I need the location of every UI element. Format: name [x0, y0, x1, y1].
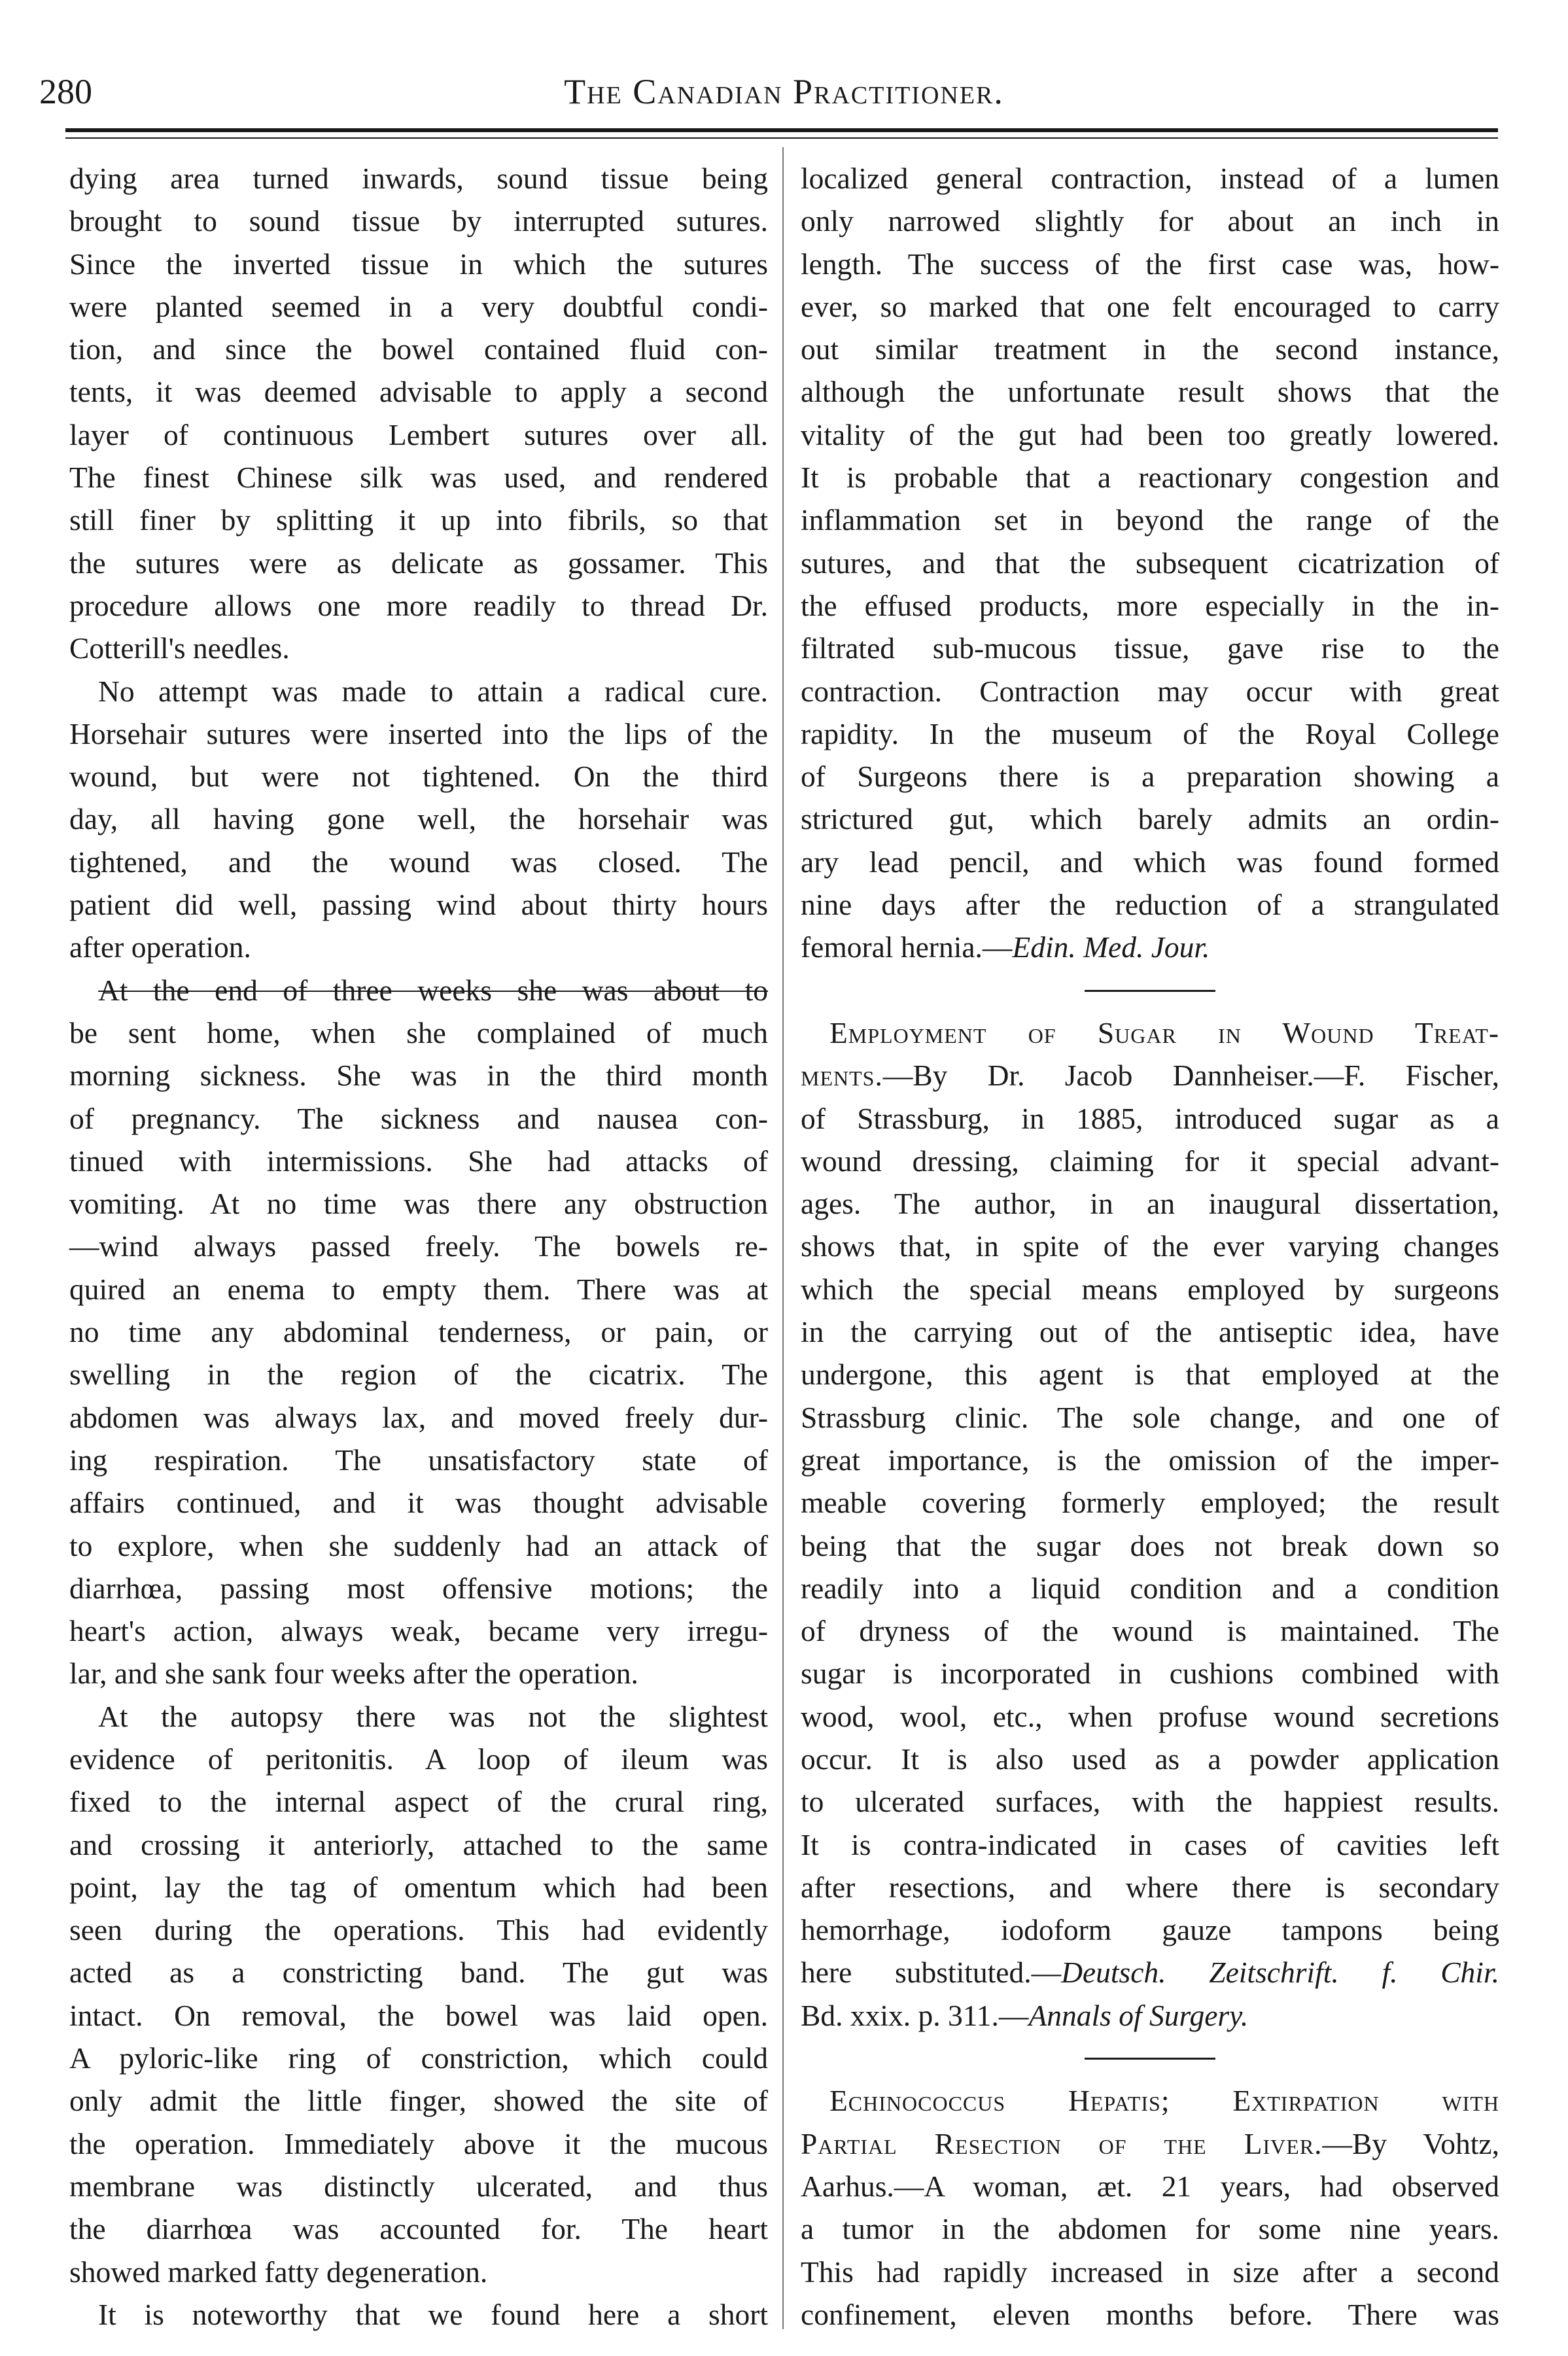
- text-line: swelling in the region of the cicatrix. The: [69, 1358, 768, 1392]
- text-line: the diarrhœa was accounted for. The heart: [69, 2212, 768, 2246]
- reference-text: here substituted.—: [801, 1956, 1062, 1990]
- text-line: quired an enema to empty them. There was at: [69, 1272, 768, 1306]
- text-line: ary lead pencil, and which was found formed: [801, 845, 1499, 879]
- text-line: morning sickness. She was in the third month: [69, 1059, 768, 1093]
- text-line: a tumor in the abdomen for some nine years.: [801, 2212, 1499, 2246]
- page-header: [0, 65, 1568, 118]
- column-divider: [782, 147, 784, 2329]
- text-line: This had rapidly increased in size after a second: [801, 2255, 1499, 2289]
- text-line: Horsehair sutures were inserted into the lips of the: [69, 716, 768, 750]
- text-line: It is contra-indicated in cases of cavities left: [801, 1827, 1499, 1861]
- text-line: the sutures were as delicate as gossamer. This: [69, 546, 768, 580]
- text-line: procedure allows one more readily to thread Dr.: [69, 588, 768, 622]
- text-line: and crossing it anteriorly, attached to the same: [69, 1827, 768, 1861]
- text-line: acted as a constricting band. The gut was: [69, 1956, 768, 1990]
- text-line: shows that, in spite of the ever varying changes: [801, 1229, 1499, 1263]
- text-line: patient did well, passing wind about thirty hours: [69, 888, 768, 922]
- heading-text: Partial Resection of the Liver.: [801, 2126, 1323, 2160]
- text-line: diarrhœa, passing most offensive motions; the: [69, 1571, 768, 1605]
- reference-text: femoral hernia.—: [801, 930, 1013, 964]
- text-line: in the carrying out of the antiseptic idea, have: [801, 1315, 1499, 1349]
- text-line: At the end of three weeks she was about to: [98, 973, 768, 1007]
- text-line: which the special means employed by surgeons: [801, 1272, 1499, 1306]
- article-heading: [801, 1011, 1499, 1054]
- text-line: [801, 1054, 1499, 1097]
- text-line: [801, 1994, 1499, 2037]
- text-line: —wind always passed freely. The bowels re-: [69, 1229, 768, 1263]
- text-line: heart's action, always weak, became very irregu-: [69, 1614, 768, 1648]
- text-line: tion, and since the bowel contained fluid con-: [69, 332, 768, 366]
- text-line: Since the inverted tissue in which the sutures: [69, 247, 768, 281]
- text-line: Cotterill's needles.: [69, 631, 290, 665]
- journal-title: The Canadian Practitioner.: [564, 72, 1004, 111]
- text-line: still finer by splitting it up into fibrils, so that: [69, 503, 768, 537]
- text-line: dying area turned inwards, sound tissue being: [69, 162, 768, 195]
- text-line: being that the sugar does not break down so: [801, 1528, 1499, 1562]
- text-line: filtrated sub-mucous tissue, gave rise to the: [801, 631, 1499, 665]
- text-line: to explore, when she suddenly had an attack of: [69, 1528, 768, 1562]
- article-separator: [801, 969, 1499, 1011]
- text-line: [801, 2122, 1499, 2165]
- text-line: be sent home, when she complained of much: [69, 1015, 768, 1049]
- text-line: vomiting. At no time was there any obstruction: [69, 1187, 768, 1221]
- text-line: hemorrhage, iodoform gauze tampons being: [801, 1913, 1499, 1947]
- text-line: of pregnancy. The sickness and nausea con-: [69, 1101, 768, 1135]
- text-line: readily into a liquid condition and a condition: [801, 1571, 1499, 1605]
- text-line: of Surgeons there is a preparation showing a: [801, 760, 1499, 794]
- left-column: [69, 157, 768, 2336]
- text-line: fixed to the internal aspect of the crural ring,: [69, 1785, 768, 1819]
- text-line: of dryness of the wound is maintained. The: [801, 1614, 1499, 1648]
- text-line: tinued with intermissions. She had attacks of: [69, 1144, 768, 1178]
- text-line: confinement, eleven months before. There was: [801, 2297, 1499, 2331]
- text-line: although the unfortunate result shows that the: [801, 375, 1499, 409]
- text-line: great importance, is the omission of the imper-: [801, 1443, 1499, 1477]
- text-line: out similar treatment in the second instance,: [801, 332, 1499, 366]
- text-line: rapidity. In the museum of the Royal College: [801, 716, 1499, 750]
- reference-citation: Deutsch. Zeitschrift. f. Chir.: [1061, 1956, 1499, 1990]
- article-separator: [801, 2037, 1499, 2079]
- text-line: sugar is incorporated in cushions combined with: [801, 1657, 1499, 1691]
- text-line: intact. On removal, the bowel was laid open.: [69, 1998, 768, 2032]
- text-line: The finest Chinese silk was used, and rendered: [69, 461, 768, 495]
- text-line: inflammation set in beyond the range of the: [801, 503, 1499, 537]
- heading-text: Echinococcus Hepatis; Extirpation with: [829, 2084, 1499, 2118]
- reference-citation: Edin. Med. Jour.: [1012, 930, 1210, 964]
- text-line: were planted seemed in a very doubtful condi-: [69, 289, 768, 323]
- text-line: At the autopsy there was not the slightest: [98, 1699, 768, 1733]
- text-line: only narrowed slightly for about an inch in: [801, 204, 1499, 238]
- heading-text: Employment of Sugar in Wound Treat-: [829, 1015, 1499, 1049]
- reference-citation: Annals of Surgery.: [1028, 1998, 1249, 2032]
- heading-text: ments.: [801, 1059, 883, 1093]
- text-line: vitality of the gut had been too greatly lowered.: [801, 417, 1499, 451]
- text-line: day, all having gone well, the horsehair was: [69, 802, 768, 836]
- heading-author: —By Dr. Jacob Dannheiser.—F. Fischer,: [882, 1059, 1499, 1093]
- header-rule-thin: [65, 137, 1498, 139]
- text-line: to ulcerated surfaces, with the happiest results.: [801, 1785, 1499, 1819]
- right-column: [801, 157, 1499, 2336]
- text-line: wound, but were not tightened. On the third: [69, 760, 768, 794]
- text-line: tents, it was deemed advisable to apply a second: [69, 375, 768, 409]
- text-line: after operation.: [69, 930, 251, 964]
- text-line: meable covering formerly employed; the result: [801, 1486, 1499, 1520]
- text-line: nine days after the reduction of a strangulated: [801, 888, 1499, 922]
- article-heading: [801, 2079, 1499, 2122]
- text-line: undergone, this agent is that employed at the: [801, 1358, 1499, 1392]
- text-line: sutures, and that the subsequent cicatrization of: [801, 546, 1499, 580]
- text-line: no time any abdominal tenderness, or pain, or: [69, 1315, 768, 1349]
- text-line: evidence of peritonitis. A loop of ileum was: [69, 1742, 768, 1776]
- text-line: ing respiration. The unsatisfactory state of: [69, 1443, 768, 1477]
- text-line: [801, 1951, 1499, 1994]
- page-number: 280: [39, 72, 92, 111]
- text-line: ages. The author, in an inaugural dissertation,: [801, 1187, 1499, 1221]
- text-line: contraction. Contraction may occur with great: [801, 674, 1499, 708]
- text-line: A pyloric-like ring of constriction, which could: [69, 2041, 768, 2075]
- text-line: of Strassburg, in 1885, introduced sugar as a: [801, 1101, 1499, 1135]
- text-line: showed marked fatty degeneration.: [69, 2255, 488, 2289]
- text-line: It is noteworthy that we found here a short: [98, 2297, 768, 2331]
- reference-text: Bd. xxix. p. 311.—: [801, 1998, 1029, 2032]
- text-line: Strassburg clinic. The sole change, and one of: [801, 1400, 1499, 1434]
- text-line: occur. It is also used as a powder application: [801, 1742, 1499, 1776]
- text-line: after resections, and where there is secondary: [801, 1870, 1499, 1904]
- heading-author: —By Vohtz,: [1322, 2126, 1500, 2160]
- text-line: the effused products, more especially in the in-: [801, 588, 1499, 622]
- text-line: It is probable that a reactionary congestion and: [801, 461, 1499, 495]
- text-line: tightened, and the wound was closed. The: [69, 845, 768, 879]
- text-line: lar, and she sank four weeks after the operation.: [69, 1657, 638, 1691]
- text-line: membrane was distinctly ulcerated, and thus: [69, 2169, 768, 2203]
- text-line: abdomen was always lax, and moved freely dur-: [69, 1400, 768, 1434]
- text-line: length. The success of the first case was, how-: [801, 247, 1499, 281]
- text-line: only admit the little finger, showed the site of: [69, 2084, 768, 2118]
- text-line: point, lay the tag of omentum which had been: [69, 1870, 768, 1904]
- text-line: strictured gut, which barely admits an ordin-: [801, 802, 1499, 836]
- text-line: localized general contraction, instead of a lumen: [801, 162, 1499, 195]
- text-line: seen during the operations. This had evidently: [69, 1913, 768, 1947]
- text-line: No attempt was made to attain a radical cure.: [98, 674, 768, 708]
- text-line: layer of continuous Lembert sutures over all.: [69, 417, 768, 451]
- text-line: [801, 926, 1499, 968]
- text-line: wound dressing, claiming for it special advant-: [801, 1144, 1499, 1178]
- text-line: ever, so marked that one felt encouraged to carry: [801, 289, 1499, 323]
- text-line: brought to sound tissue by interrupted sutures.: [69, 204, 768, 238]
- header-rule-thick: [65, 128, 1498, 132]
- text-line: Aarhus.—A woman, æt. 21 years, had observed: [801, 2169, 1499, 2203]
- text-line: affairs continued, and it was thought advisable: [69, 1486, 768, 1520]
- text-line: the operation. Immediately above it the mucous: [69, 2126, 768, 2160]
- text-line: wood, wool, etc., when profuse wound secretions: [801, 1699, 1499, 1733]
